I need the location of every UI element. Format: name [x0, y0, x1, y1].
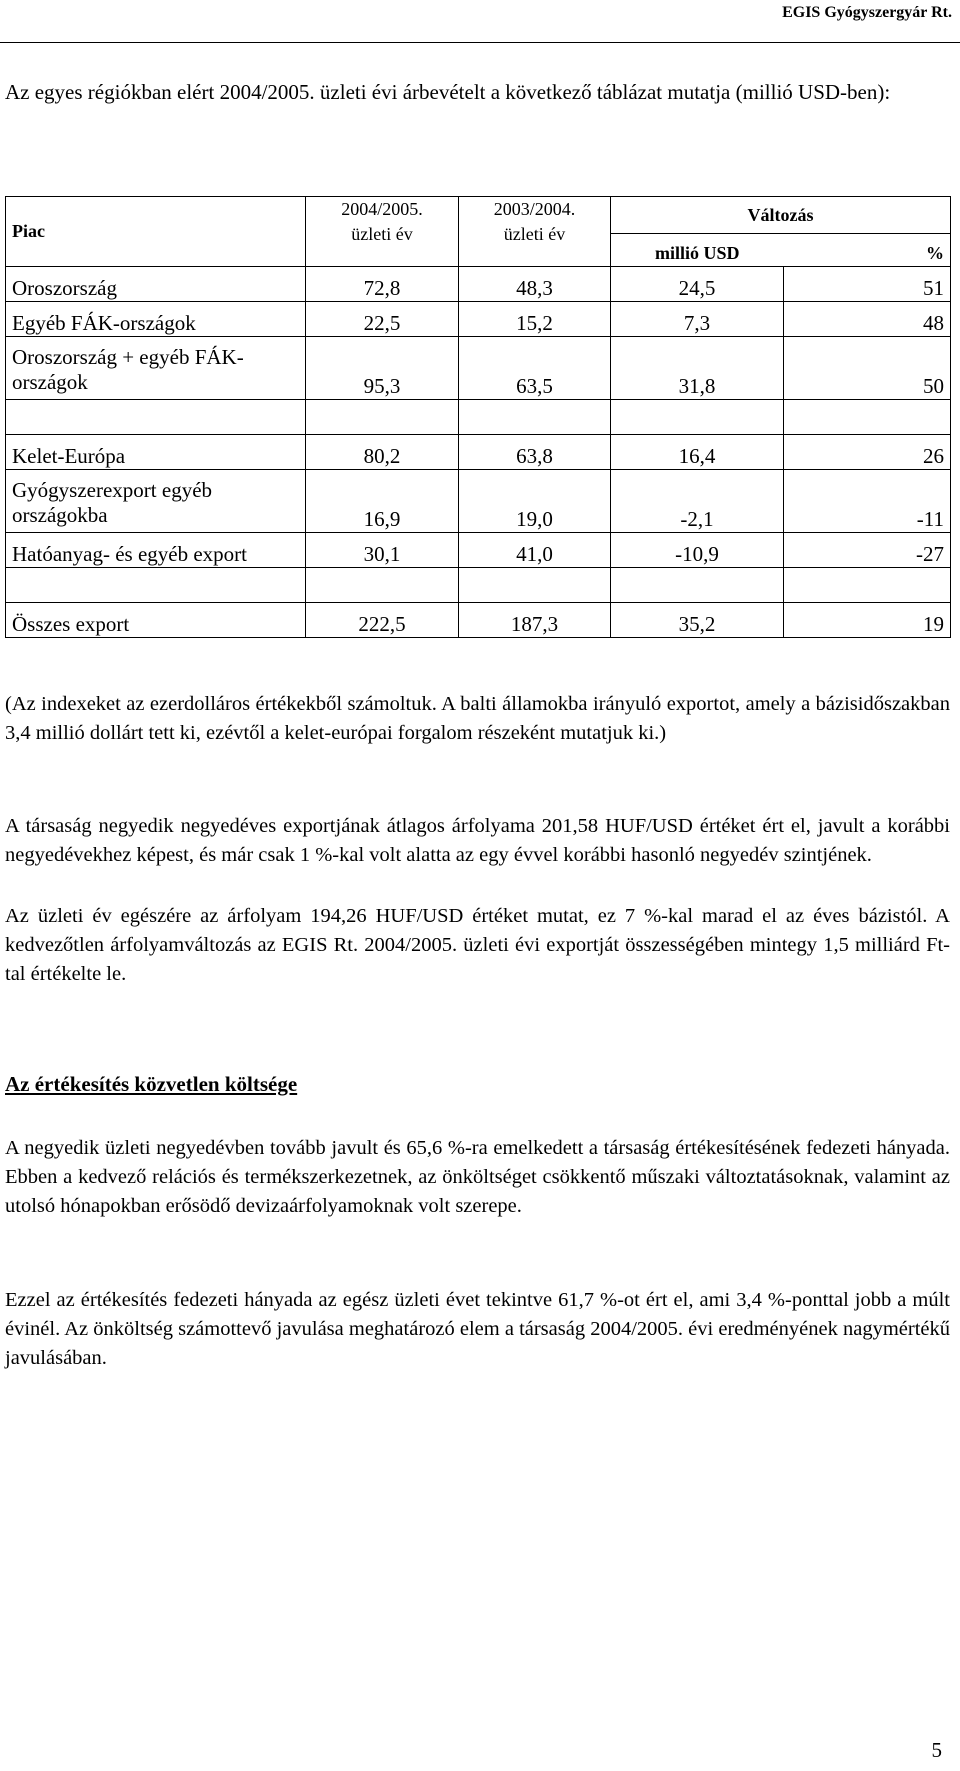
col-header-2004-line2: üzleti év	[503, 224, 566, 244]
revenue-table	[5, 196, 951, 638]
table-row	[6, 533, 951, 568]
row-value-2004: 63,5	[459, 337, 611, 400]
row-value-2004: 19,0	[459, 470, 611, 533]
row-change-usd: -2,1	[611, 470, 784, 533]
paragraph-fx-year: Az üzleti év egészére az árfolyam 194,26 HUF/USD értéket mutat, ez 7 %-kal marad el az éves bázistól. A kedvezőtlen árfolyamváltozás az EGIS Rt. 2004/2005. üzleti évi exportját összességében mintegy 1,5 milliárd Ft-tal értékelte le.	[5, 905, 950, 985]
col-header-change: Változás	[611, 197, 951, 234]
row-value-2005: 95,3	[306, 337, 459, 400]
table-row	[6, 470, 951, 533]
table-row	[6, 302, 951, 337]
row-change-usd: 16,4	[611, 435, 784, 470]
table-spacer-row	[6, 568, 951, 603]
row-market: Hatóanyag- és egyéb export	[6, 533, 306, 568]
paragraph-cost-year: Ezzel az értékesítés fedezeti hányada az egész üzleti évet tekintve 61,7 %-ot ért el, ami 3,4 %-ponttal jobb a múlt évinél. Az önköltség számottevő javulása meghatározó elem a társaság 2004/2005. évi eredményének nagymértékű javulásában.	[5, 1289, 950, 1369]
row-change-usd: 7,3	[611, 302, 784, 337]
table-row	[6, 435, 951, 470]
row-market: Gyógyszerexport egyéb országokba	[6, 470, 306, 533]
row-market: Egyéb FÁK-országok	[6, 302, 306, 337]
row-value-2004: 63,8	[459, 435, 611, 470]
table-row	[6, 337, 951, 400]
col-header-change-usd: millió USD	[611, 234, 784, 267]
intro-text: Az egyes régiókban elért 2004/2005. üzleti évi árbevételt a következő táblázat mutatja (millió USD-ben):	[5, 80, 891, 104]
col-header-2004-line1: 2003/2004.	[493, 199, 576, 219]
row-change-pct: 48	[784, 302, 951, 337]
row-market: Összes export	[6, 603, 306, 638]
col-header-2004	[459, 197, 611, 267]
col-header-2005-line1: 2004/2005.	[341, 199, 423, 219]
row-change-usd: 31,8	[611, 337, 784, 400]
row-market: Oroszország	[6, 267, 306, 302]
row-change-usd: -10,9	[611, 533, 784, 568]
page-number: 5	[931, 1738, 942, 1762]
row-market: Oroszország + egyéb FÁK-országok	[6, 337, 306, 400]
row-value-2004: 48,3	[459, 267, 611, 302]
table-spacer-row	[6, 400, 951, 435]
col-header-2005-line2: üzleti év	[351, 224, 413, 244]
row-value-2005: 30,1	[306, 533, 459, 568]
row-value-2004: 187,3	[459, 603, 611, 638]
header-divider	[0, 42, 960, 43]
paragraph-fx-quarter: A társaság negyedik negyedéves exportjának átlagos árfolyama 201,58 HUF/USD értéket ért el, javult a korábbi negyedévekhez képest, és már csak 1 %-kal volt alatta az egy évvel korábbi hasonló negyedév szintjének.	[5, 815, 950, 866]
row-value-2005: 80,2	[306, 435, 459, 470]
table-total-row	[6, 603, 951, 638]
row-value-2005: 22,5	[306, 302, 459, 337]
col-header-change-pct: %	[784, 234, 951, 267]
table-note: (Az indexeket az ezerdolláros értékekből számoltuk. A balti államokba irányuló exportot, amely a bázisidőszakban 3,4 millió dollárt tett ki, ezévtől a kelet-európai forgalom részeként mutatjuk ki.)	[5, 693, 950, 744]
row-change-pct: 26	[784, 435, 951, 470]
row-change-pct: 19	[784, 603, 951, 638]
section-title: Az értékesítés közvetlen költsége	[5, 1072, 298, 1096]
row-change-usd: 35,2	[611, 603, 784, 638]
row-change-pct: -11	[784, 470, 951, 533]
row-value-2005: 222,5	[306, 603, 459, 638]
row-value-2004: 15,2	[459, 302, 611, 337]
row-change-pct: 51	[784, 267, 951, 302]
col-header-2005	[306, 197, 459, 267]
row-change-usd: 24,5	[611, 267, 784, 302]
page-header-company: EGIS Gyógyszergyár Rt.	[782, 4, 952, 21]
table-row	[6, 267, 951, 302]
row-change-pct: 50	[784, 337, 951, 400]
row-value-2005: 72,8	[306, 267, 459, 302]
row-value-2005: 16,9	[306, 470, 459, 533]
row-value-2004: 41,0	[459, 533, 611, 568]
table-header-row	[6, 197, 951, 234]
row-market: Kelet-Európa	[6, 435, 306, 470]
paragraph-cost-quarter: A negyedik üzleti negyedévben tovább javult és 65,6 %-ra emelkedett a társaság értékesítésének fedezeti hányada. Ebben a kedvező relációs és termékszerkezetnek, az önköltséget csökkentő műszaki változtatásoknak, valamint az utolsó hónapokban erősödő devizaárfolyamoknak volt szerepe.	[5, 1137, 950, 1217]
row-change-pct: -27	[784, 533, 951, 568]
col-header-market: Piac	[6, 197, 306, 267]
